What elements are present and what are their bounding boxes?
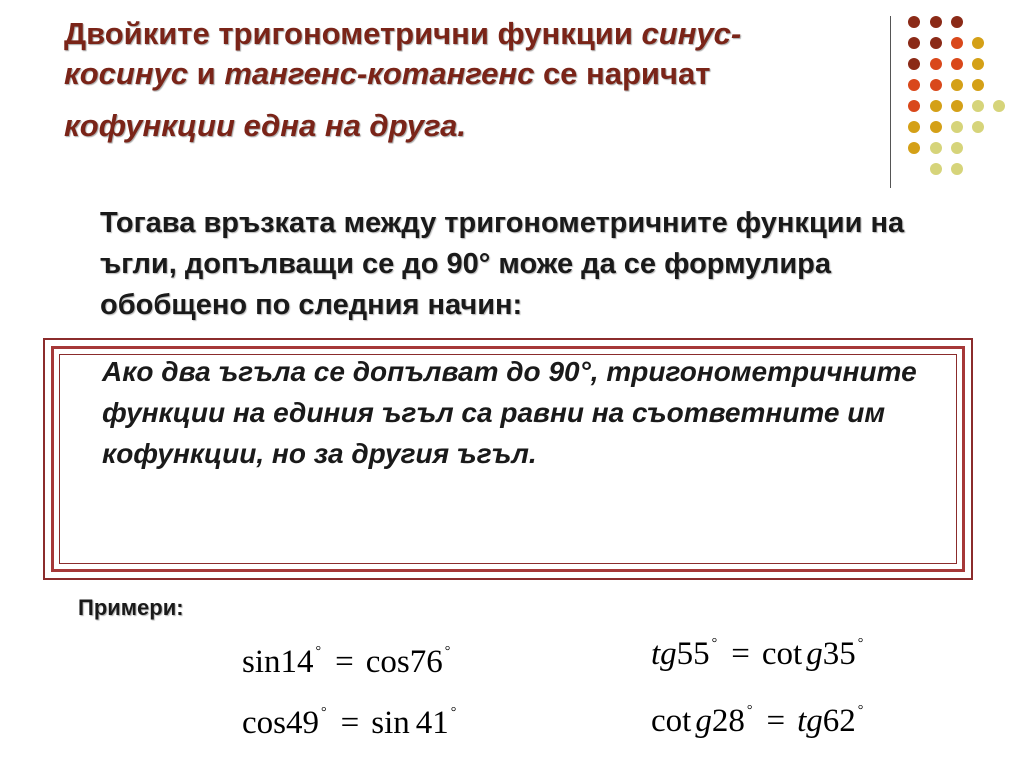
formula-tg55-cotg35 [651,624,863,674]
decorative-divider [890,16,891,188]
decorative-dot [930,16,942,28]
formula-angle: 41 [415,705,449,741]
formula-angle: 49 [286,705,319,741]
equals-sign: = [335,644,354,680]
decorative-dot [908,16,920,28]
decorative-dot [930,163,942,175]
formula-angle: 76 [409,644,443,680]
equals-sign: = [731,636,750,672]
decorative-dot [972,79,984,91]
formula-angle: 55 [676,636,710,672]
equals-sign: = [340,705,360,741]
decorative-dot [908,37,920,49]
degree-symbol: ° [315,644,322,659]
formula-function: cos [242,705,286,741]
decorative-dot [908,142,920,154]
formula-function: cos [365,644,410,680]
decorative-dot [908,79,920,91]
degree-symbol: ° [857,703,864,718]
degree-symbol: ° [711,636,718,651]
decorative-dot [951,79,963,91]
examples-label: Примери: [78,595,184,620]
formula-angle: 35 [822,636,856,672]
decorative-dot [930,142,942,154]
decorative-dot [930,37,942,49]
formula-cotg28-tg62 [651,691,863,741]
formula-cos49-sin41 [242,693,456,743]
decorative-dot [972,121,984,133]
formula-angle: 62 [822,703,856,739]
equals-sign: = [766,703,786,739]
degree-symbol: ° [321,705,327,720]
formula-function: sin [371,705,410,741]
formula-function: sin [242,644,281,680]
formula-function: cot [761,636,803,672]
intro-paragraph: Тогава връзката между тригонометричните функции на ъгли, допълващи се до 90° може да се формулира обобщено по следния начин: [100,207,905,321]
degree-symbol: ° [746,703,753,718]
formula-function: cot [651,703,692,739]
title-italic-sin-cos: синус-косинус [64,16,742,91]
decorative-dot [972,37,984,49]
formula-angle: 28 [711,703,745,739]
title-italic-cofunctions: кофункции една на друга. [64,108,466,143]
formula-angle: 14 [280,644,314,680]
formula-function: tg [797,703,823,739]
decorative-dot [951,142,963,154]
degree-symbol: ° [444,644,451,659]
title-text-1: Двойките тригонометрични функции [64,16,642,51]
formula-function-suffix: g [695,703,712,739]
decorative-dot-grid [0,0,1024,200]
title-text-5: се наричат [534,56,711,91]
rule-statement: Ако два ъгъла се допълват до 90°, тригонометричните функции на единия ъгъл са равни на съответните им кофункции, но за другия ъгъл. [102,356,917,469]
decorative-dot [930,79,942,91]
formula-function-suffix: g [806,636,823,672]
decorative-dot [951,121,963,133]
decorative-dot [951,58,963,70]
decorative-dot [951,16,963,28]
decorative-dot [951,100,963,112]
decorative-dot [908,58,920,70]
decorative-dot [908,100,920,112]
formula-sin14-cos76 [242,632,450,682]
decorative-dot [908,121,920,133]
decorative-dot [930,121,942,133]
title-text-3: и [188,56,225,91]
degree-symbol: ° [857,636,864,651]
decorative-dot [930,58,942,70]
decorative-dot [951,37,963,49]
decorative-dot [951,163,963,175]
title-italic-tg-cotg: тангенс-котангенс [224,56,535,91]
decorative-dot [972,58,984,70]
formula-function: tg [651,636,677,672]
degree-symbol: ° [450,705,457,720]
decorative-dot [993,100,1005,112]
decorative-dot [972,100,984,112]
decorative-dot [930,100,942,112]
